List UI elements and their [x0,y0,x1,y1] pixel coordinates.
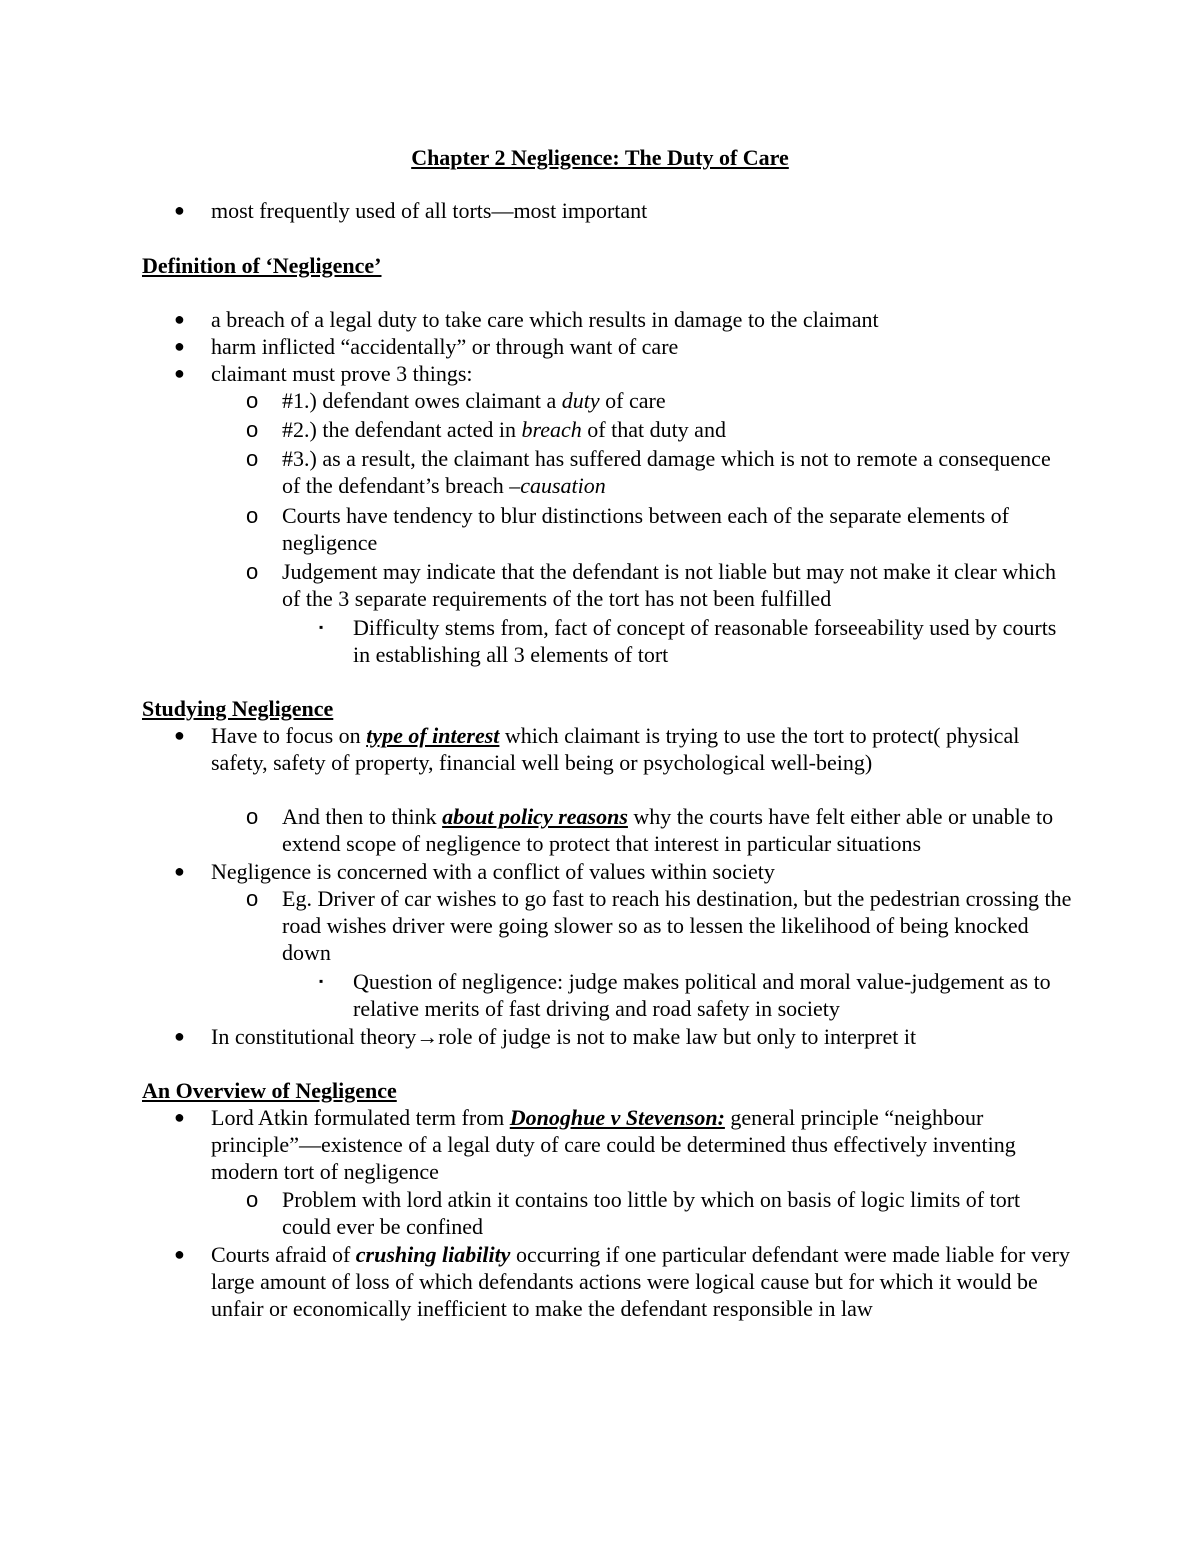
item-text: a breach of a legal duty to take care which results in damage to the claimant [211,307,879,332]
item-text: harm inflicted “accidentally” or through want of care [211,334,679,359]
list-item [246,803,1072,857]
bullet-marker: ● [174,725,185,745]
list-item [319,968,1073,1022]
item-text: Eg. Driver of car wishes to go fast to reach his destination, but the pedestrian crossing the road wishes driver were going slower so as to lessen the likelihood of being knocked down [282,886,1072,965]
circle-marker: o [246,417,259,442]
list-item [174,1023,1071,1050]
bullet-marker: ● [174,1026,185,1046]
list-item [174,333,1071,360]
list-item [246,1186,1072,1240]
list-item [174,1241,1071,1322]
list-item [246,445,1072,499]
circle-marker: o [246,804,259,829]
bullet-marker: ● [174,1244,185,1264]
item-text: most frequently used of all torts—most important [211,198,648,223]
item-text: Lord Atkin formulated term from Donoghue v Stevenson: general principle “neighbour principle”—existence of a legal duty of care could be determined thus effectively inventing modern tort of negligence [211,1105,1016,1184]
item-text: Courts have tendency to blur distinctions between each of the separate elements of negligence [282,503,1009,555]
circle-marker: o [246,886,259,911]
list-item [174,1104,1071,1185]
arrow-icon: → [416,1024,439,1049]
circle-marker: o [246,559,259,584]
item-text: Negligence is concerned with a conflict of values within society [211,859,775,884]
list-item [246,416,1072,443]
bullet-marker: ● [174,1107,185,1127]
item-text: #2.) the defendant acted in breach of that duty and [282,417,726,442]
list-item [246,502,1072,556]
list-item [174,306,1071,333]
list-item [246,558,1072,612]
list-item [174,360,1071,387]
item-text: And then to think about policy reasons why the courts have felt either able or unable to extend scope of negligence to protect that interest in particular situations [282,804,1054,856]
item-text: #1.) defendant owes claimant a duty of care [282,388,666,413]
bullet-marker: ● [174,336,185,356]
item-text: Courts afraid of crushing liability occurring if one particular defendant were made liable for very large amount of loss of which defendants actions were logical cause but for which it would be unfair or economically inefficient to make the defendant responsible in law [211,1242,1070,1321]
section-heading-definition: Definition of ‘Negligence’ [142,253,382,278]
item-text: Difficulty stems from, fact of concept of reasonable forseeability used by courts in establishing all 3 elements of tort [353,615,1057,667]
bullet-marker: ● [174,861,185,881]
section-heading-overview: An Overview of Negligence [142,1078,397,1103]
list-item [174,722,1071,776]
circle-marker: o [246,503,259,528]
list-item [174,858,1071,885]
list-item [319,614,1073,668]
square-marker: ▪ [319,974,324,988]
item-text: Have to focus on type of interest which claimant is trying to use the tort to protect( physical safety, safety of property, financial well being or psychological well-being) [211,723,1020,775]
item-text: #3.) as a result, the claimant has suffered damage which is not to remote a consequence of the defendant’s breach –causation [282,446,1051,498]
bullet-marker: ● [174,309,185,329]
list-item [246,885,1072,966]
item-text: Problem with lord atkin it contains too little by which on basis of logic limits of tort could ever be confined [282,1187,1021,1239]
bullet-marker: ● [174,363,185,383]
item-text: In constitutional theory→role of judge is not to make law but only to interpret it [211,1024,917,1049]
list-item [246,387,1072,414]
section-heading-studying: Studying Negligence [142,696,334,721]
circle-marker: o [246,446,259,471]
item-text: Judgement may indicate that the defendant is not liable but may not make it clear which of the 3 separate requirements of the tort has not been fulfilled [282,559,1057,611]
bullet-marker: ● [174,200,185,220]
item-text: Question of negligence: judge makes political and moral value-judgement as to relative merits of fast driving and road safety in society [353,969,1051,1021]
list-item [174,197,1071,224]
circle-marker: o [246,1187,259,1212]
item-text: claimant must prove 3 things: [211,361,473,386]
document-title: Chapter 2 Negligence: The Duty of Care [411,145,789,170]
circle-marker: o [246,388,259,413]
square-marker: ▪ [319,620,324,634]
